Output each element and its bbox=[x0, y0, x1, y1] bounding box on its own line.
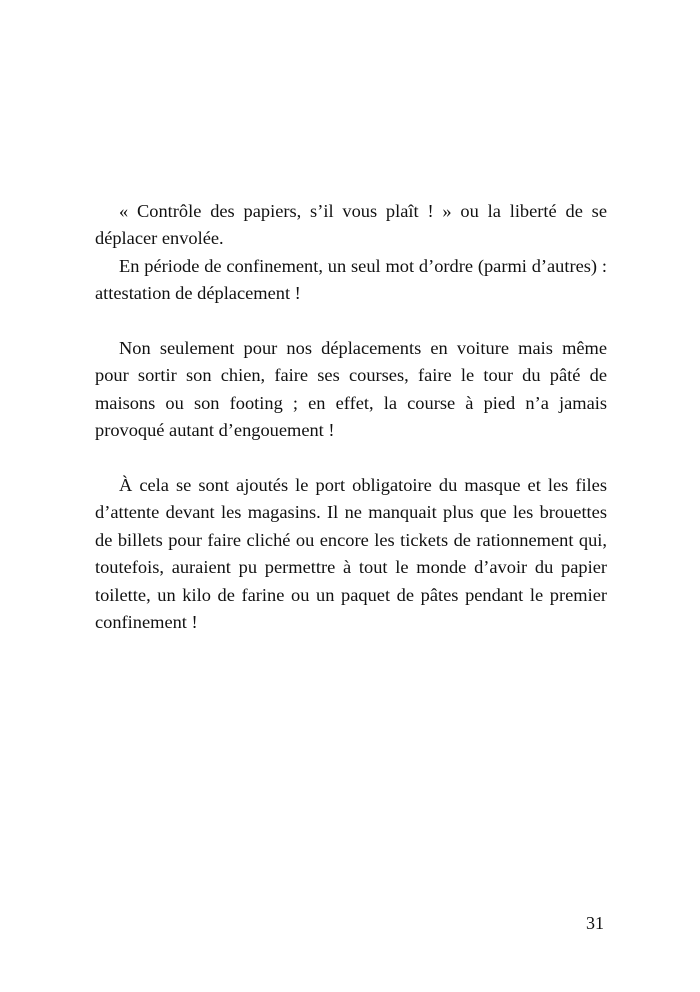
paragraph-4: À cela se sont ajoutés le port obligatoire du masque et les files d’attente devant les magasins. Il ne manquait plus que les brouettes de billets pour faire cliché ou encore les tickets de rationnement qui, toutefois, auraient pu permettre à tout le monde d’avoir du papier toilette, un kilo de farine ou un paquet de pâtes pendant le premier confinement ! bbox=[95, 475, 607, 633]
paragraph-3: Non seulement pour nos déplacements en voiture mais même pour sortir son chien, faire ses courses, faire le tour du pâté de maisons ou son footing ; en effet, la course à pied n’a jamais provoqué autant d’engouement ! bbox=[95, 338, 607, 441]
page-number: 31 bbox=[586, 913, 604, 933]
body-text bbox=[95, 198, 607, 636]
paragraph-2: En période de confinement, un seul mot d’ordre (parmi d’autres) : attestation de déplacement ! bbox=[95, 255, 607, 304]
paragraph-1: « Contrôle des papiers, s’il vous plaît ! » ou la liberté de se déplacer envolée. bbox=[95, 201, 607, 249]
